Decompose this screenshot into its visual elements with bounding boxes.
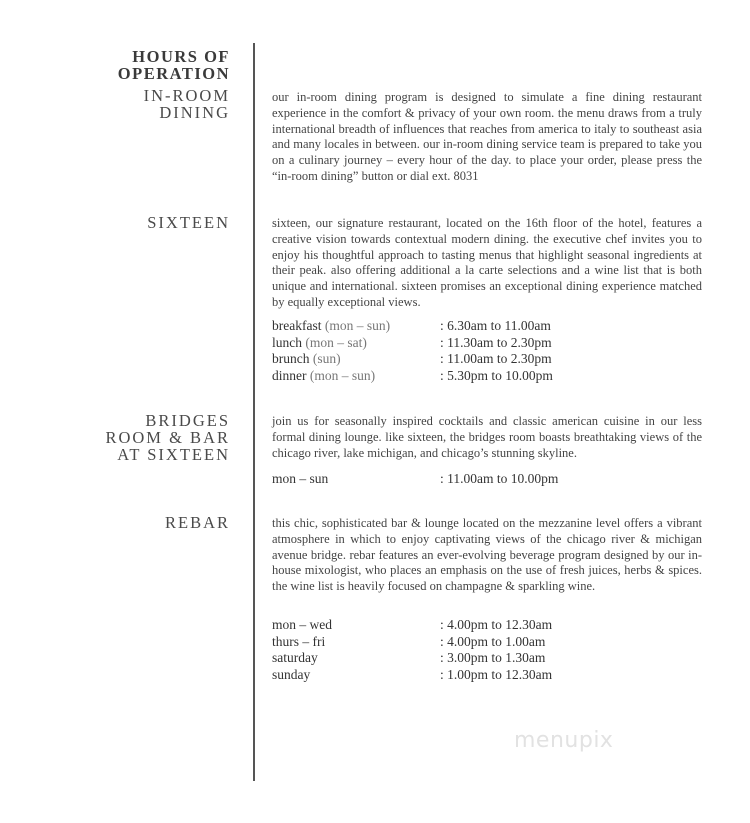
sixteen-label	[147, 214, 230, 231]
hours-heading-line: HOURS OF	[132, 47, 230, 66]
hours-day: mon – sun	[272, 471, 329, 486]
watermark-logo: menupix	[514, 728, 614, 753]
hours-day: breakfast	[272, 318, 322, 333]
hours-row	[272, 471, 702, 488]
label-line: IN-ROOM	[143, 86, 230, 105]
hours-time: : 5.30pm to 10.00pm	[440, 367, 553, 383]
vertical-divider	[253, 43, 255, 781]
hours-time: : 11.30am to 2.30pm	[440, 334, 552, 350]
hours-day: lunch	[272, 334, 302, 350]
hours-day: mon – wed	[272, 617, 332, 632]
label-line: REBAR	[164, 513, 230, 532]
hours-day: thurs – fri	[272, 633, 326, 649]
sixteen-description: sixteen, our signature restaurant, located on the 16th floor of the hotel, features a creative vision towards contextual modern dining. the executive chef invites you to enjoy his thoughtful approach to tasting menus that highlight seasonal ingredients at their peak. also offering additional a la carte selections and a wine list that is both unique and international. sixteen promises an exceptional dining experience matched by equally exceptional views.	[272, 216, 702, 309]
hours-heading	[118, 48, 230, 82]
hours-time: : 1.00pm to 12.30am	[440, 666, 553, 682]
hours-qualifier: (mon – sat)	[305, 334, 367, 350]
hours-row	[272, 634, 702, 651]
hours-time: : 4.00pm to 12.30am	[440, 617, 553, 632]
hours-time: : 11.00am to 2.30pm	[440, 351, 552, 366]
hours-qualifier: (sun)	[312, 351, 341, 366]
hours-row	[272, 617, 702, 634]
label-line: BRIDGES	[145, 411, 230, 430]
label-line: SIXTEEN	[147, 213, 230, 232]
hours-row	[272, 667, 702, 684]
hours-time: : 3.00pm to 1.30am	[440, 650, 546, 665]
hours-day: dinner	[272, 367, 307, 383]
hours-time: : 6.30am to 11.00am	[440, 318, 551, 333]
hours-day: saturday	[272, 650, 318, 665]
hours-time: : 4.00pm to 1.00am	[440, 633, 546, 649]
bridges-label	[105, 412, 230, 463]
hours-heading-line: OPERATION	[117, 64, 230, 83]
rebar-label	[165, 514, 230, 531]
hours-day: brunch	[272, 351, 310, 366]
hours-row	[272, 650, 702, 667]
hours-row	[272, 318, 702, 335]
hours-row	[272, 351, 702, 368]
in-room-dining-label	[144, 87, 230, 121]
rebar-hours	[272, 617, 702, 683]
bridges-hours	[272, 471, 702, 488]
sixteen-hours	[272, 318, 702, 384]
hours-row	[272, 368, 702, 385]
label-line: AT SIXTEEN	[117, 445, 230, 464]
label-line: DINING	[159, 103, 230, 122]
bridges-description: join us for seasonally inspired cocktails and classic american cuisine in our less formal dining lounge. like sixteen, the bridges room boasts breathtaking views of the chicago river, lake michigan, and chicago’s stunning skyline.	[272, 414, 702, 460]
in-room-dining-description: our in-room dining program is designed to simulate a fine dining restaurant experience in the comfort & privacy of your own room. the menu draws from a truly international breadth of influences that reaches from america to italy to southeast asia and many locales in between. our in-room dining service team is prepared to take you on a culinary journey – every hour of the day. to place your order, please press the “in-room dining” button or dial ext. 8031	[272, 90, 702, 183]
hours-row	[272, 335, 702, 352]
label-line: ROOM & BAR	[105, 428, 230, 447]
hours-day: sunday	[272, 666, 311, 682]
hours-time: : 11.00am to 10.00pm	[440, 471, 559, 486]
hours-qualifier: (mon – sun)	[324, 318, 391, 333]
rebar-description: this chic, sophisticated bar & lounge located on the mezzanine level offers a vibrant atmosphere in which to enjoy captivating views of the chicago river & michigan avenue bridge. rebar features an ever-evolving beverage program designed by our in-house mixologist, who places an emphasis on the use of fresh juices, herbs & spices. the wine list is heavily focused on champagne & sparkling wine.	[272, 516, 702, 594]
hours-qualifier: (mon – sun)	[309, 367, 376, 383]
